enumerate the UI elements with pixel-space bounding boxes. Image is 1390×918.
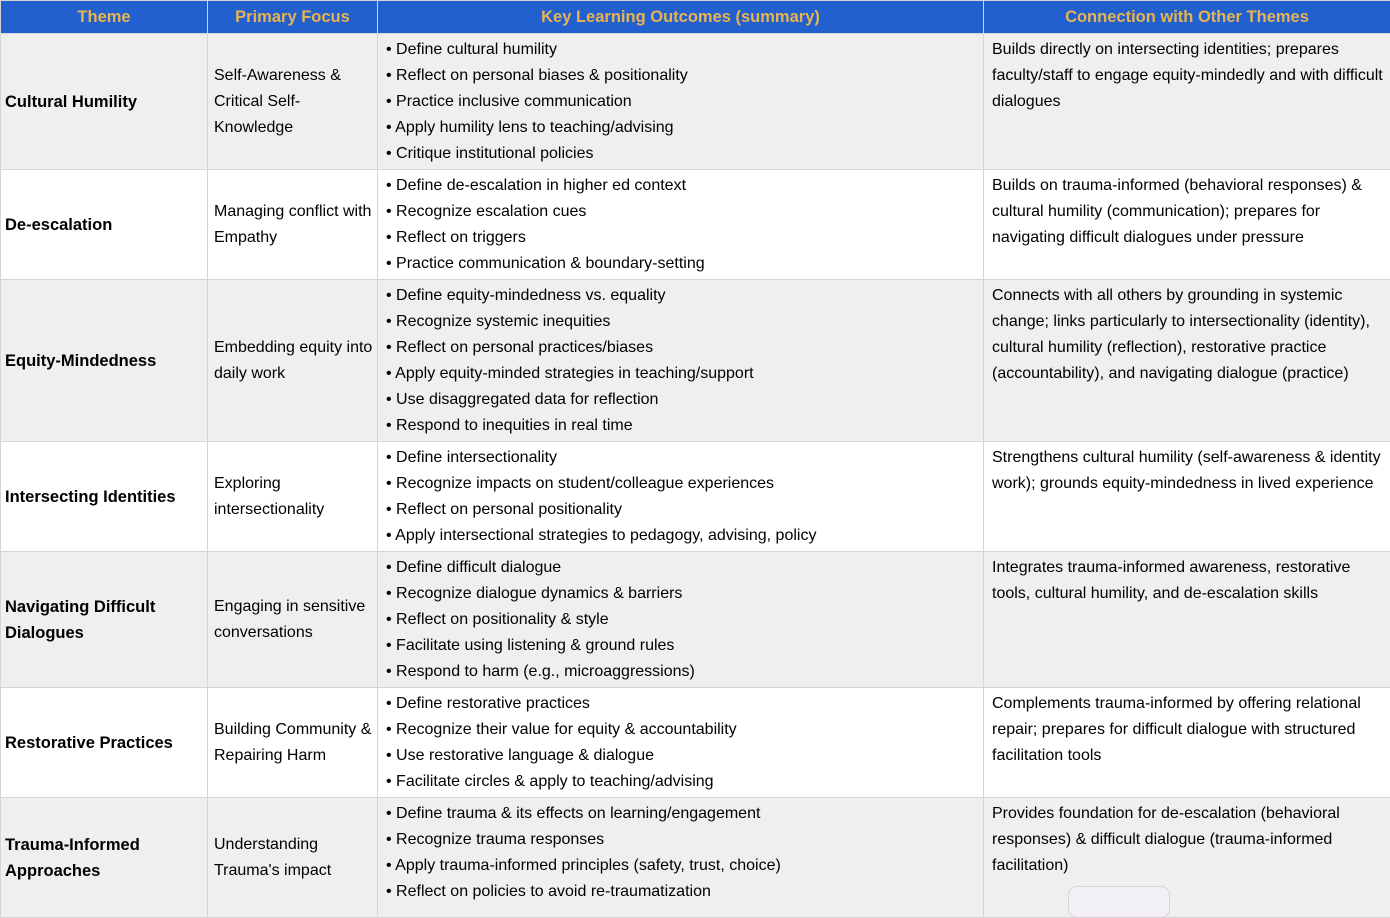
- column-header-primary-focus[interactable]: Primary Focus: [208, 1, 378, 34]
- outcome-bullet: • Define restorative practices: [386, 691, 977, 717]
- outcome-bullet: • Facilitate circles & apply to teaching/advising: [386, 769, 977, 795]
- connection-cell[interactable]: Connects with all others by grounding in systemic change; links particularly to intersectionality (identity), cultural humility (reflection), restorative practice (accountability), and navigating dialogue (practice): [984, 280, 1390, 442]
- primary-focus-cell[interactable]: Managing conflict with Empathy: [208, 170, 378, 280]
- primary-focus-cell[interactable]: Self-Awareness & Critical Self-Knowledge: [208, 34, 378, 170]
- outcome-bullet: • Recognize escalation cues: [386, 199, 977, 225]
- outcome-bullet: • Recognize systemic inequities: [386, 309, 977, 335]
- outcome-bullet: • Apply trauma-informed principles (safety, trust, choice): [386, 853, 977, 879]
- table-row: [1, 798, 1390, 918]
- theme-cell[interactable]: Intersecting Identities: [1, 442, 208, 552]
- outcome-bullet: • Apply equity-minded strategies in teaching/support: [386, 361, 977, 387]
- outcomes-cell[interactable]: [378, 34, 984, 170]
- outcome-bullet: • Reflect on triggers: [386, 225, 977, 251]
- primary-focus-cell[interactable]: Building Community & Repairing Harm: [208, 688, 378, 798]
- primary-focus-cell[interactable]: Embedding equity into daily work: [208, 280, 378, 442]
- connection-cell[interactable]: Integrates trauma-informed awareness, restorative tools, cultural humility, and de-escalation skills: [984, 552, 1390, 688]
- outcome-bullet: • Define equity-mindedness vs. equality: [386, 283, 977, 309]
- table-row: [1, 34, 1390, 170]
- outcome-bullet: • Define intersectionality: [386, 445, 977, 471]
- theme-cell[interactable]: Trauma-Informed Approaches: [1, 798, 208, 918]
- outcome-bullet: • Reflect on personal biases & positionality: [386, 63, 977, 89]
- outcome-bullet: • Facilitate using listening & ground rules: [386, 633, 977, 659]
- outcome-bullet: • Reflect on policies to avoid re-traumatization: [386, 879, 977, 905]
- outcome-bullet: • Critique institutional policies: [386, 141, 977, 167]
- outcomes-cell[interactable]: [378, 552, 984, 688]
- outcome-bullet: • Recognize dialogue dynamics & barriers: [386, 581, 977, 607]
- table-row: [1, 170, 1390, 280]
- outcome-bullet: • Respond to harm (e.g., microaggressions): [386, 659, 977, 685]
- header-row: [1, 1, 1390, 34]
- outcome-bullet: • Apply humility lens to teaching/advising: [386, 115, 977, 141]
- outcomes-cell[interactable]: [378, 170, 984, 280]
- outcomes-cell[interactable]: [378, 688, 984, 798]
- table-row: [1, 552, 1390, 688]
- outcome-bullet: • Recognize impacts on student/colleague experiences: [386, 471, 977, 497]
- outcome-bullet: • Practice communication & boundary-setting: [386, 251, 977, 277]
- primary-focus-cell[interactable]: Understanding Trauma's impact: [208, 798, 378, 918]
- connection-cell[interactable]: Provides foundation for de-escalation (behavioral responses) & difficult dialogue (trauma-informed facilitation): [984, 798, 1390, 918]
- outcomes-cell[interactable]: [378, 442, 984, 552]
- theme-cell[interactable]: Equity-Mindedness: [1, 280, 208, 442]
- theme-cell[interactable]: Cultural Humility: [1, 34, 208, 170]
- theme-cell[interactable]: Restorative Practices: [1, 688, 208, 798]
- outcome-bullet: • Recognize trauma responses: [386, 827, 977, 853]
- column-header-connection[interactable]: Connection with Other Themes: [984, 1, 1390, 34]
- primary-focus-cell[interactable]: Exploring intersectionality: [208, 442, 378, 552]
- table-row: [1, 442, 1390, 552]
- column-header-theme[interactable]: Theme: [1, 1, 208, 34]
- outcome-bullet: • Reflect on positionality & style: [386, 607, 977, 633]
- outcome-bullet: • Define de-escalation in higher ed context: [386, 173, 977, 199]
- theme-cell[interactable]: Navigating Difficult Dialogues: [1, 552, 208, 688]
- outcome-bullet: • Recognize their value for equity & accountability: [386, 717, 977, 743]
- cutoff-button[interactable]: [1068, 886, 1170, 918]
- outcome-bullet: • Use disaggregated data for reflection: [386, 387, 977, 413]
- theme-cell[interactable]: De-escalation: [1, 170, 208, 280]
- column-header-key-learning-outcomes[interactable]: Key Learning Outcomes (summary): [378, 1, 984, 34]
- outcomes-cell[interactable]: [378, 798, 984, 918]
- outcome-bullet: • Use restorative language & dialogue: [386, 743, 977, 769]
- outcome-bullet: • Define cultural humility: [386, 37, 977, 63]
- connection-cell[interactable]: Builds directly on intersecting identities; prepares faculty/staff to engage equity-mindedly and with difficult dialogues: [984, 34, 1390, 170]
- connection-cell[interactable]: Strengthens cultural humility (self-awareness & identity work); grounds equity-mindedness in lived experience: [984, 442, 1390, 552]
- connection-cell[interactable]: Builds on trauma-informed (behavioral responses) & cultural humility (communication); prepares for navigating difficult dialogues under pressure: [984, 170, 1390, 280]
- outcome-bullet: • Define trauma & its effects on learning/engagement: [386, 801, 977, 827]
- table-row: [1, 280, 1390, 442]
- outcome-bullet: • Define difficult dialogue: [386, 555, 977, 581]
- connection-cell[interactable]: Complements trauma-informed by offering relational repair; prepares for difficult dialogue with structured facilitation tools: [984, 688, 1390, 798]
- outcome-bullet: • Apply intersectional strategies to pedagogy, advising, policy: [386, 523, 977, 549]
- outcome-bullet: • Reflect on personal practices/biases: [386, 335, 977, 361]
- primary-focus-cell[interactable]: Engaging in sensitive conversations: [208, 552, 378, 688]
- table-row: [1, 688, 1390, 798]
- outcomes-cell[interactable]: [378, 280, 984, 442]
- outcome-bullet: • Practice inclusive communication: [386, 89, 977, 115]
- outcome-bullet: • Reflect on personal positionality: [386, 497, 977, 523]
- outcome-bullet: • Respond to inequities in real time: [386, 413, 977, 439]
